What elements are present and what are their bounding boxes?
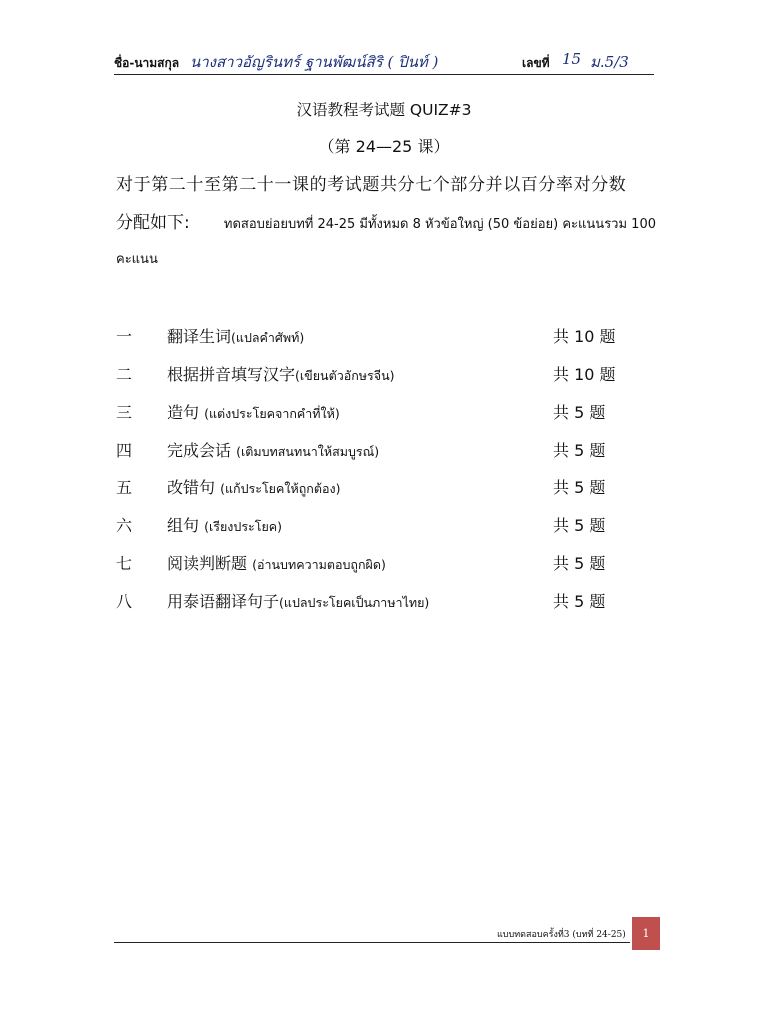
item-thai-note: (เติมบทสนทนาให้สมบูรณ์) — [236, 444, 380, 459]
list-item — [116, 362, 656, 386]
list-item — [116, 513, 656, 537]
intro-line-2 — [116, 208, 656, 234]
header-divider — [114, 74, 654, 75]
item-thai-note: (แต่งประโยคจากคำที่ให้) — [204, 406, 340, 421]
list-item — [116, 551, 656, 575]
list-item — [116, 475, 656, 499]
list-item — [116, 324, 656, 348]
list-item — [116, 589, 656, 613]
item-thai-note: (แปลคำศัพท์) — [231, 330, 305, 345]
footer-text: แบบทดสอบครั้งที่3 (บทที่ 24-25) — [497, 930, 626, 940]
class-value: ม.5/3 — [590, 53, 629, 71]
item-thai-note: (แปลประโยคเป็นภาษาไทย) — [279, 595, 430, 610]
header — [114, 50, 654, 74]
item-count: 共 5 题 — [553, 516, 606, 535]
name-value: นางสาวอัญรินทร์ ฐานพัฒน์สิริ ( ปินท์ ) — [190, 53, 439, 71]
intro-line-2-chinese: 分配如下: — [116, 213, 190, 233]
item-name: 完成会话 (เติมบทสนทนาให้สมบูรณ์) — [167, 441, 380, 460]
item-count: 共 5 题 — [553, 441, 606, 460]
item-count: 共 5 题 — [553, 478, 606, 497]
intro-line-1: 对于第二十至第二十一课的考试题共分七个部分并以百分率对分数 — [116, 175, 627, 195]
list-item — [116, 438, 656, 462]
item-name: 改错句 (แก้ประโยคให้ถูกต้อง) — [167, 478, 341, 497]
item-number: 三 — [116, 403, 133, 422]
item-number: 七 — [116, 554, 133, 573]
item-name: 组句 (เรียงประโยค) — [167, 516, 283, 535]
item-thai-note: (เขียนตัวอักษรจีน) — [295, 368, 395, 383]
name-label: ชื่อ-นามสกุล — [114, 56, 180, 70]
item-name: 根据拼音填写汉字(เขียนตัวอักษรจีน) — [167, 365, 395, 384]
item-name: 用泰语翻译句子(แปลประโยคเป็นภาษาไทย) — [167, 592, 430, 611]
item-thai-note: (แก้ประโยคให้ถูกต้อง) — [220, 481, 341, 496]
item-number: 五 — [116, 478, 133, 497]
item-count: 共 5 题 — [553, 554, 606, 573]
document-title: 汉语教程考试题 QUIZ#3 — [296, 101, 472, 119]
list-item — [116, 400, 656, 424]
intro-line-2-thai: ทดสอบย่อยบทที่ 24-25 มีทั้งหมด 8 หัวข้อใหญ่ (50 ข้อย่อย) คะแนนรวม 100 — [223, 217, 656, 232]
number-value: 15 — [562, 50, 582, 68]
item-number: 八 — [116, 592, 133, 611]
page-number: 1 — [632, 917, 660, 950]
item-name: 造句 (แต่งประโยคจากคำที่ให้) — [167, 403, 340, 422]
item-number: 六 — [116, 516, 133, 535]
item-number: 二 — [116, 365, 133, 384]
item-count: 共 5 题 — [553, 592, 606, 611]
item-thai-note: (อ่านบทความตอบถูกผิด) — [252, 557, 386, 572]
item-number: 一 — [116, 327, 133, 346]
footer-divider — [114, 942, 630, 943]
item-count: 共 10 题 — [553, 365, 616, 384]
intro-line-3: คะแนน — [116, 252, 158, 267]
document-subtitle: （第 24—25 课） — [318, 137, 450, 156]
item-count: 共 5 题 — [553, 403, 606, 422]
item-count: 共 10 题 — [553, 327, 616, 346]
item-name: 翻译生词(แปลคำศัพท์) — [167, 327, 305, 346]
item-name: 阅读判断题 (อ่านบทความตอบถูกผิด) — [167, 554, 386, 573]
item-thai-note: (เรียงประโยค) — [204, 519, 283, 534]
number-label: เลขที่ — [522, 56, 550, 70]
item-number: 四 — [116, 441, 133, 460]
